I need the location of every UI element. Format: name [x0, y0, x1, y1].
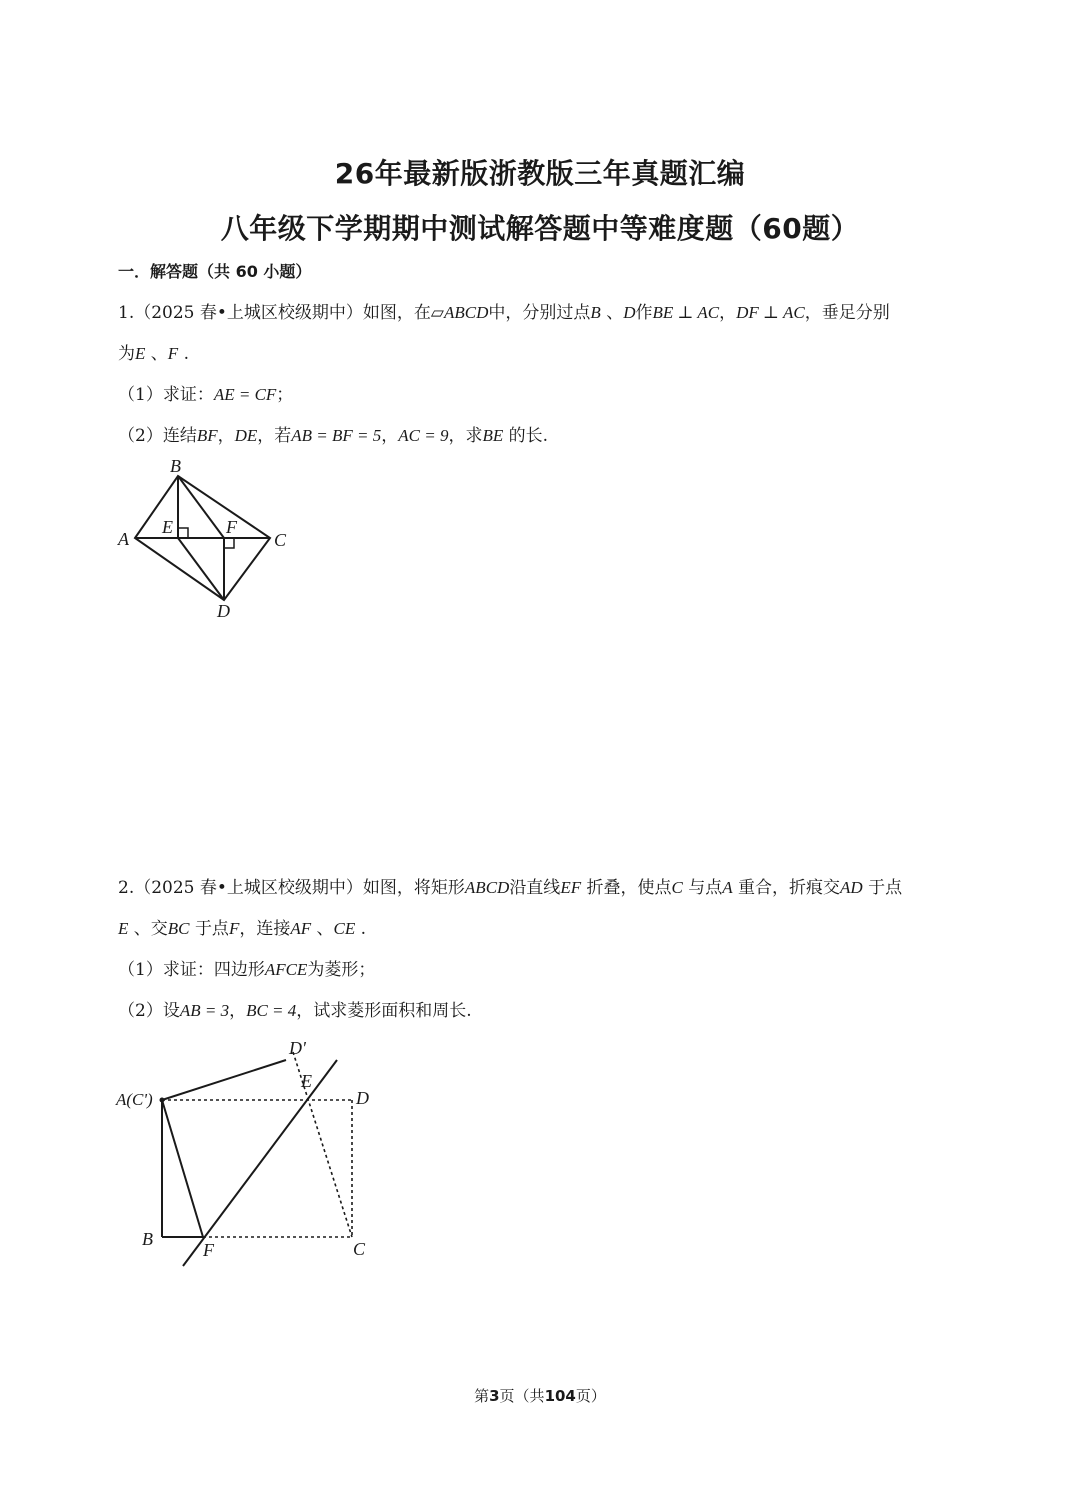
right-angle-mark-f	[224, 538, 234, 548]
problem-2-figure	[110, 1030, 380, 1275]
label-d-prime: D'	[289, 1038, 306, 1058]
problem-1-question-2: （2）连结BF，DE，若AB = BF = 5，AC = 9，求BE 的长.	[118, 426, 549, 446]
total-page-count: 104	[544, 1387, 576, 1405]
document-title-line-1: 26年最新版浙教版三年真题汇编	[334, 157, 746, 190]
label-f: F	[226, 517, 237, 537]
label-a: A	[118, 529, 129, 549]
label-c: C	[353, 1239, 366, 1259]
current-page-number: 3	[489, 1387, 500, 1405]
page-footer: 第3页（共104页）	[474, 1387, 606, 1405]
point-a	[160, 1098, 165, 1103]
label-a-c-prime: A(C')	[116, 1090, 153, 1109]
problem-1-question-1: （1）求证：AE = CF；	[118, 385, 294, 405]
label-b: B	[142, 1229, 153, 1249]
fold-line-ef	[183, 1060, 337, 1266]
problem-2-line-2: E 、交BC 于点F，连接AF 、CE .	[118, 919, 367, 939]
label-e: E	[162, 517, 173, 537]
section-heading: 一．解答题（共 60 小题）	[118, 262, 312, 281]
document-title-line-2: 八年级下学期期中测试解答题中等难度题（60题）	[220, 212, 860, 245]
parallelogram-symbol: ▱	[430, 303, 444, 323]
problem-2-question-1: （1）求证：四边形AFCE为菱形；	[118, 960, 376, 980]
segment-af	[162, 1100, 203, 1237]
segment-de	[178, 538, 224, 600]
label-d: D	[356, 1088, 369, 1108]
label-c: C	[274, 530, 287, 550]
label-d: D	[217, 601, 230, 621]
problem-2-question-2: （2）设AB = 3，BC = 4，试求菱形面积和周长.	[118, 1001, 472, 1021]
label-e: E	[301, 1071, 312, 1091]
right-angle-mark-e	[178, 528, 188, 538]
segment-ad-prime	[162, 1060, 286, 1100]
problem-2-line-1: 2.（2025 春•上城区校级期中）如图，将矩形ABCD沿直线EF 折叠，使点C 与点A 重合，折痕交AD 于点	[118, 878, 903, 898]
label-f: F	[203, 1240, 214, 1260]
problem-1-line-1: 1.（2025 春•上城区校级期中）如图，在▱ABCD中，分别过点B 、D作BE ⊥ AC，DF ⊥ AC，垂足分别	[118, 303, 890, 323]
problem-1-line-2: 为E 、F .	[118, 344, 189, 364]
problem-1-figure	[110, 455, 300, 625]
label-b: B	[170, 456, 181, 476]
